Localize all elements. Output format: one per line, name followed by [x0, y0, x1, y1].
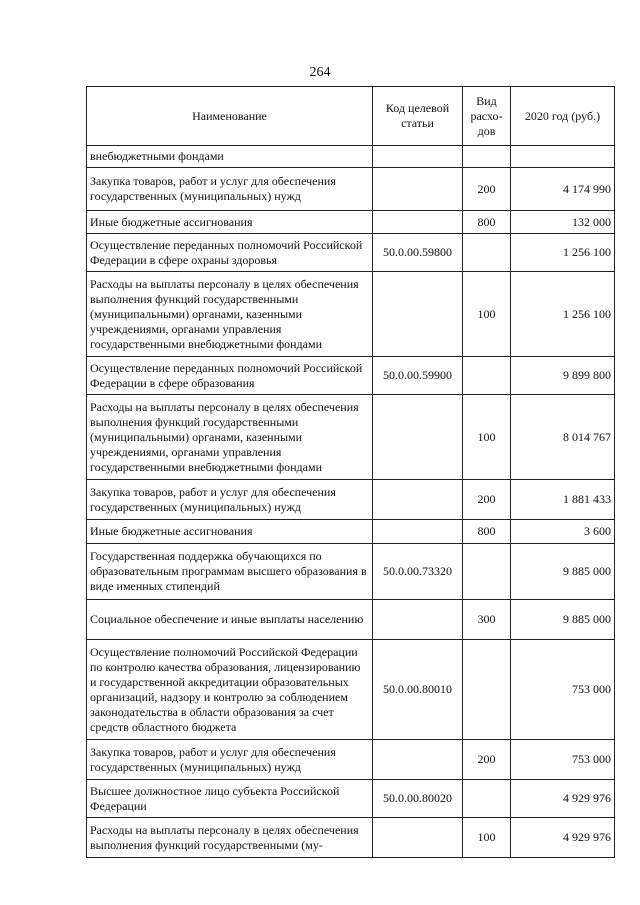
row-code: 50.0.00.59900 — [373, 357, 463, 395]
row-sum: 132 000 — [511, 211, 615, 234]
table-row — [87, 357, 615, 395]
table-row — [87, 272, 615, 357]
table-row — [87, 146, 615, 168]
row-code — [373, 818, 463, 858]
row-name: Иные бюджетные ассигнования — [87, 211, 373, 234]
row-code: 50.0.00.73320 — [373, 544, 463, 600]
row-kind: 800 — [463, 520, 511, 544]
table-row — [87, 480, 615, 520]
table-header-row — [87, 87, 615, 146]
header-year: 2020 год (руб.) — [511, 87, 615, 146]
row-sum: 8 014 767 — [511, 395, 615, 480]
row-kind: 200 — [463, 480, 511, 520]
header-kind: Вид расхо- дов — [463, 87, 511, 146]
row-kind: 200 — [463, 168, 511, 211]
row-code: 50.0.00.59800 — [373, 234, 463, 272]
table-row — [87, 600, 615, 640]
row-name: Иные бюджетные ассигнования — [87, 520, 373, 544]
row-sum: 4 929 976 — [511, 780, 615, 818]
row-kind — [463, 544, 511, 600]
row-code: 50.0.00.80020 — [373, 780, 463, 818]
row-name: Закупка товаров, работ и услуг для обеспечения государственных (муниципальных) нужд — [87, 480, 373, 520]
row-sum: 1 881 433 — [511, 480, 615, 520]
row-code — [373, 211, 463, 234]
row-kind — [463, 640, 511, 740]
row-kind: 200 — [463, 740, 511, 780]
table-row — [87, 520, 615, 544]
table-row — [87, 234, 615, 272]
row-name: Осуществление переданных полномочий Российской Федерации в сфере охраны здоровья — [87, 234, 373, 272]
row-kind: 300 — [463, 600, 511, 640]
row-sum: 4 174 990 — [511, 168, 615, 211]
row-name: Осуществление переданных полномочий Российской Федерации в сфере образования — [87, 357, 373, 395]
budget-table — [86, 86, 615, 858]
table-row — [87, 780, 615, 818]
row-sum: 9 885 000 — [511, 600, 615, 640]
row-code — [373, 740, 463, 780]
row-code — [373, 272, 463, 357]
row-kind: 100 — [463, 272, 511, 357]
page-number: 264 — [309, 65, 331, 80]
row-sum: 3 600 — [511, 520, 615, 544]
row-code — [373, 520, 463, 544]
row-kind — [463, 780, 511, 818]
table-row — [87, 395, 615, 480]
table-row — [87, 211, 615, 234]
row-code — [373, 146, 463, 168]
row-code — [373, 395, 463, 480]
row-name: Закупка товаров, работ и услуг для обеспечения государственных (муниципальных) нужд — [87, 168, 373, 211]
header-name: Наименование — [87, 87, 373, 146]
row-code — [373, 480, 463, 520]
row-name: Расходы на выплаты персоналу в целях обеспечения выполнения функций государственными (муниципальными) органами, казенными учреждениями, органами управления государственными внебюджетными фондами — [87, 272, 373, 357]
row-sum: 4 929 976 — [511, 818, 615, 858]
row-name: Высшее должностное лицо субъекта Российской Федерации — [87, 780, 373, 818]
row-kind — [463, 357, 511, 395]
row-kind — [463, 146, 511, 168]
row-name: Осуществление полномочий Российской Федерации по контролю качества образования, лицензированию и государственной аккредитации образовательных организаций, надзору и контролю за соблюдением законодательства в области образования за счет средств областного бюджета — [87, 640, 373, 740]
row-sum: 1 256 100 — [511, 272, 615, 357]
row-kind: 100 — [463, 818, 511, 858]
table-row — [87, 740, 615, 780]
table-row — [87, 640, 615, 740]
row-sum — [511, 146, 615, 168]
row-name: Расходы на выплаты персоналу в целях обеспечения выполнения функций государственными (му- — [87, 818, 373, 858]
row-name: внебюджетными фондами — [87, 146, 373, 168]
row-sum: 1 256 100 — [511, 234, 615, 272]
row-sum: 9 899 800 — [511, 357, 615, 395]
table-row — [87, 818, 615, 858]
row-code — [373, 600, 463, 640]
row-name: Закупка товаров, работ и услуг для обеспечения государственных (муниципальных) нужд — [87, 740, 373, 780]
row-kind — [463, 234, 511, 272]
row-code — [373, 168, 463, 211]
row-name: Государственная поддержка обучающихся по образовательным программам высшего образования в виде именных стипендий — [87, 544, 373, 600]
row-sum: 9 885 000 — [511, 544, 615, 600]
table-row — [87, 544, 615, 600]
row-name: Социальное обеспечение и иные выплаты населению — [87, 600, 373, 640]
row-code: 50.0.00.80010 — [373, 640, 463, 740]
header-code: Код целевой статьи — [373, 87, 463, 146]
table-row — [87, 168, 615, 211]
row-kind: 800 — [463, 211, 511, 234]
row-sum: 753 000 — [511, 740, 615, 780]
row-name: Расходы на выплаты персоналу в целях обеспечения выполнения функций государственными (муниципальными) органами, казенными учреждениями, органами управления государственными внебюджетными фондами — [87, 395, 373, 480]
row-sum: 753 000 — [511, 640, 615, 740]
row-kind: 100 — [463, 395, 511, 480]
